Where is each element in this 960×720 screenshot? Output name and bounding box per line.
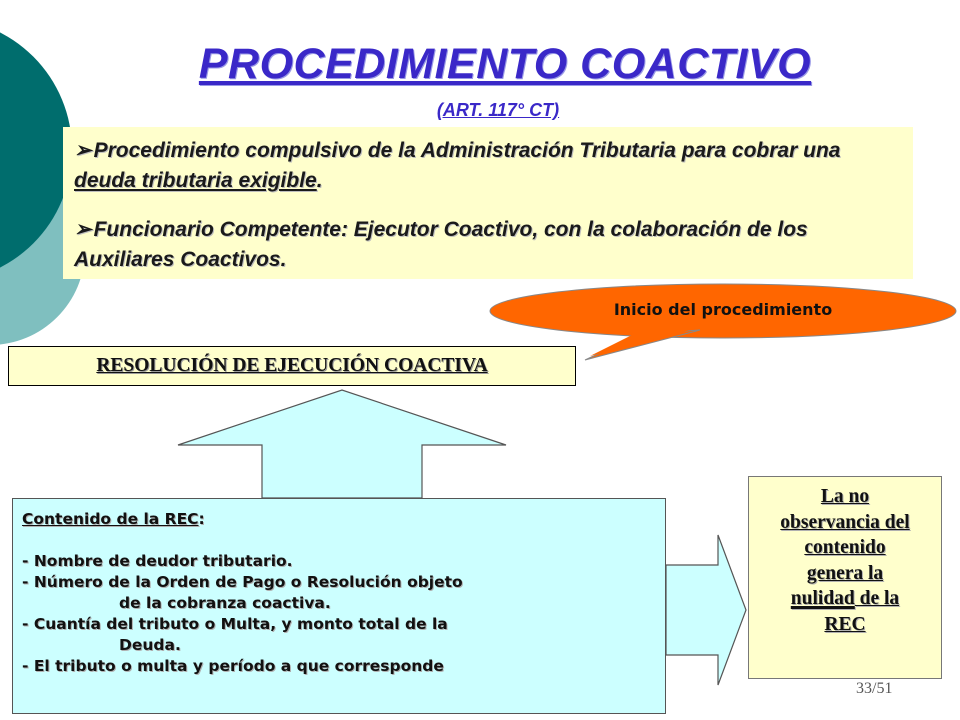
callout-label: Inicio del procedimiento [613,300,833,319]
page-number: 33/51 [856,680,893,697]
rec-title-box: RESOLUCIÓN DE EJECUCIÓN COACTIVA [8,346,576,386]
arrowhead-bullet-icon: ➢ [74,139,92,162]
list-item: - Nombre de deudor tributario. [22,552,293,570]
rec-content-box [12,498,666,714]
list-item: - El tributo o multa y período a que corresponde [22,657,444,675]
slide-title: PROCEDIMIENTO COACTIVO [198,40,812,88]
right-arrow [666,535,746,685]
list-item: - Cuantía del tributo o Multa, y monto total de la [22,615,448,633]
slide-subtitle: (ART. 117° CT) [436,100,560,120]
bullet-funcionario: ➢Funcionario Competente: Ejecutor Coactivo, con la colaboración de los Auxiliares Coactivos. [74,218,808,271]
list-item: - Número de la Orden de Pago o Resolución objeto [22,573,463,591]
nulidad-box: La no observancia del contenido genera la nulidad de la REC [748,476,942,679]
list-item: de la cobranza coactiva. [119,594,331,612]
bullet-definition: ➢Procedimiento compulsivo de la Administración Tributaria para cobrar una deuda tributaria exigible. [74,139,841,192]
arrowhead-bullet-icon: ➢ [74,218,92,241]
up-arrow [178,390,506,498]
content-heading: Contenido de la REC: [22,510,205,528]
list-item: Deuda. [119,636,181,654]
